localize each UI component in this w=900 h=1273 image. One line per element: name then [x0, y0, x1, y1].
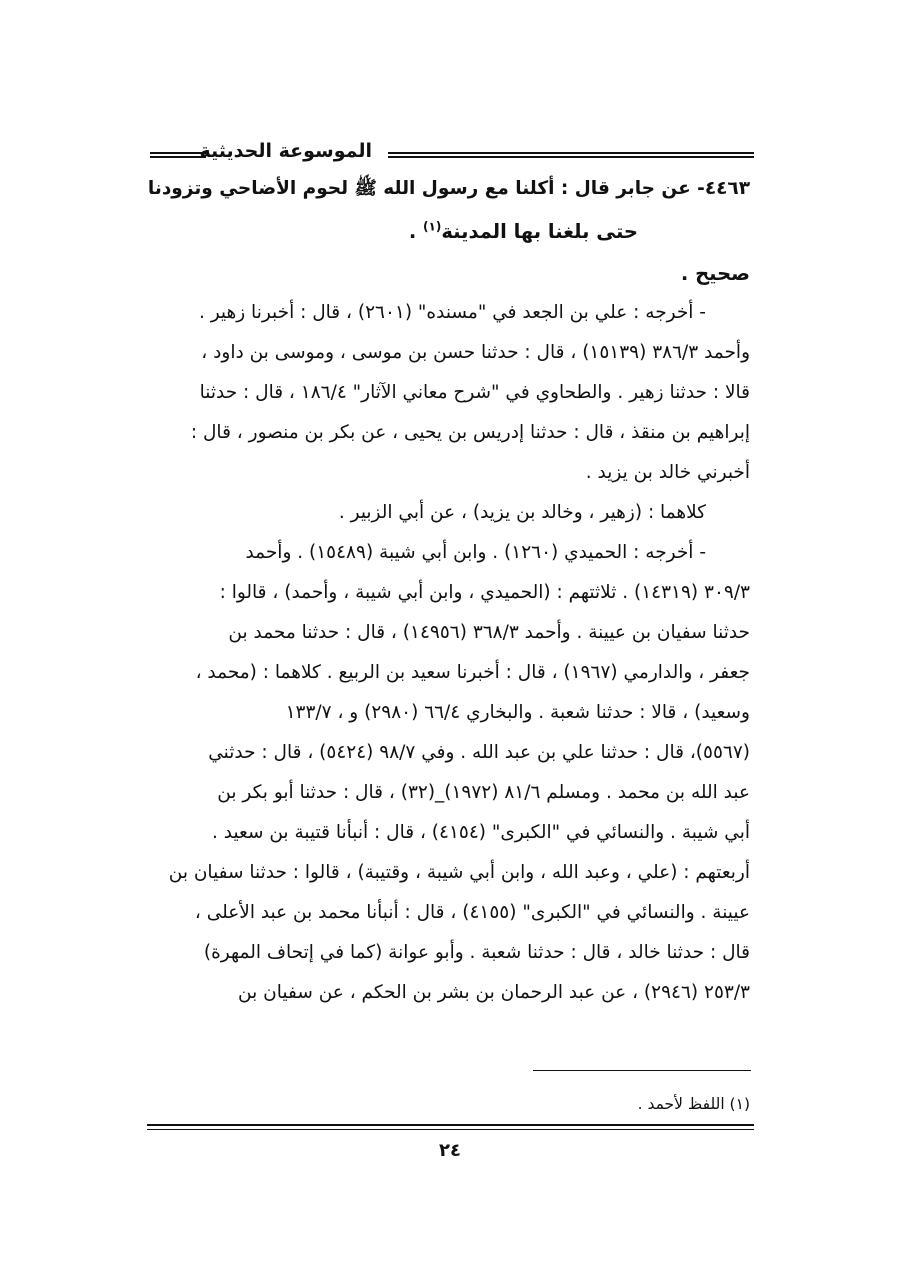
hadith-block [146, 178, 750, 258]
hadith-line-2-end: . [408, 220, 424, 243]
body-line: كلاهما : (زهير ، وخالد بن يزيد) ، عن أبي الزبير . [338, 502, 706, 523]
body-line: أخبرني خالد بن يزيد . [585, 462, 750, 483]
body-line: أبي شيبة . والنسائي في "الكبرى" (٤١٥٤) ، قال : أنبأنا قتيبة بن سعيد . [211, 822, 750, 843]
footnote-1: (١) اللفظ لأحمد . [637, 1095, 750, 1113]
body-line: - أخرجه : علي بن الجعد في "مسنده" (٢٦٠١) ، قال : أخبرنا زهير . [198, 302, 706, 323]
footer-rule-top [147, 1124, 754, 1126]
body-line: قالا : حدثنا زهير . والطحاوي في "شرح معاني الآثار" ١٨٦/٤ ، قال : حدثنا [199, 382, 750, 403]
hadith-line-2 [409, 220, 638, 243]
body-line: قال : حدثنا خالد ، قال : حدثنا شعبة . وأبو عوانة (كما في إتحاف المهرة) [203, 942, 750, 963]
body-line: عيينة . والنسائي في "الكبرى" (٤١٥٥) ، قال : أنبأنا محمد بن عبد الأعلى ، [194, 902, 750, 923]
footnote-separator [533, 1070, 751, 1071]
body-line: وأحمد ٣٨٦/٣ (١٥١٣٩) ، قال : حدثنا حسن بن موسى ، وموسى بن داود ، [201, 342, 750, 363]
body-line: حدثنا سفيان بن عيينة . وأحمد ٣٦٨/٣ (١٤٩٥٦) ، قال : حدثنا محمد بن [228, 622, 750, 643]
hadith-line-1: ٤٤٦٣- عن جابر قال : أكلنا مع رسول الله ﷺ لحوم الأضاحي وتزودنا [147, 178, 750, 199]
body-line: عبد الله بن محمد . ومسلم ٨١/٦ (١٩٧٢)_(٣٢) ، قال : حدثنا أبو بكر بن [217, 782, 750, 803]
body-line: أربعتهم : (علي ، وعبد الله ، وابن أبي شيبة ، وقتيبة) ، قالوا : حدثنا سفيان بن [168, 862, 750, 883]
body-line: وسعيد) ، قالا : حدثنا شعبة . والبخاري ٦٦/٤ (٢٩٨٠) و ، ١٣٣/٧ [285, 702, 750, 723]
hadith-grade: صحيح . [680, 262, 750, 285]
footnote-reference[interactable]: (١) [423, 219, 442, 234]
body-line: إبراهيم بن منقذ ، قال : حدثنا إدريس بن يحيى ، عن بكر بن منصور ، قال : [190, 422, 750, 443]
page-number: ٢٤ [439, 1140, 461, 1161]
header-title: الموسوعة الحديثية [199, 140, 372, 162]
hadith-line-2-text: حتى بلغنا بها المدينة [441, 220, 638, 243]
header-rule-left [150, 152, 206, 154]
header-rule-right [388, 152, 754, 154]
body-line: ٢٥٣/٣ (٢٩٤٦) ، عن عبد الرحمان بن بشر بن الحكم ، عن سفيان بن [238, 982, 750, 1003]
footer-rule-bottom [147, 1129, 754, 1130]
body-line: - أخرجه : الحميدي (١٢٦٠) . وابن أبي شيبة (١٥٤٨٩) . وأحمد [245, 542, 706, 563]
body-line: (٥٥٦٧)، قال : حدثنا علي بن عبد الله . وفي ٩٨/٧ (٥٤٢٤) ، قال : حدثني [208, 742, 750, 763]
takhrij-body [146, 302, 750, 1042]
grade-block [146, 262, 750, 292]
body-line: جعفر ، والدارمي (١٩٦٧) ، قال : أخبرنا سعيد بن الربيع . كلاهما : (محمد ، [195, 662, 750, 683]
body-line: ٣٠٩/٣ (١٤٣١٩) . ثلاثتهم : (الحميدي ، وابن أبي شيبة ، وأحمد) ، قالوا : [219, 582, 750, 603]
running-header [150, 140, 754, 174]
